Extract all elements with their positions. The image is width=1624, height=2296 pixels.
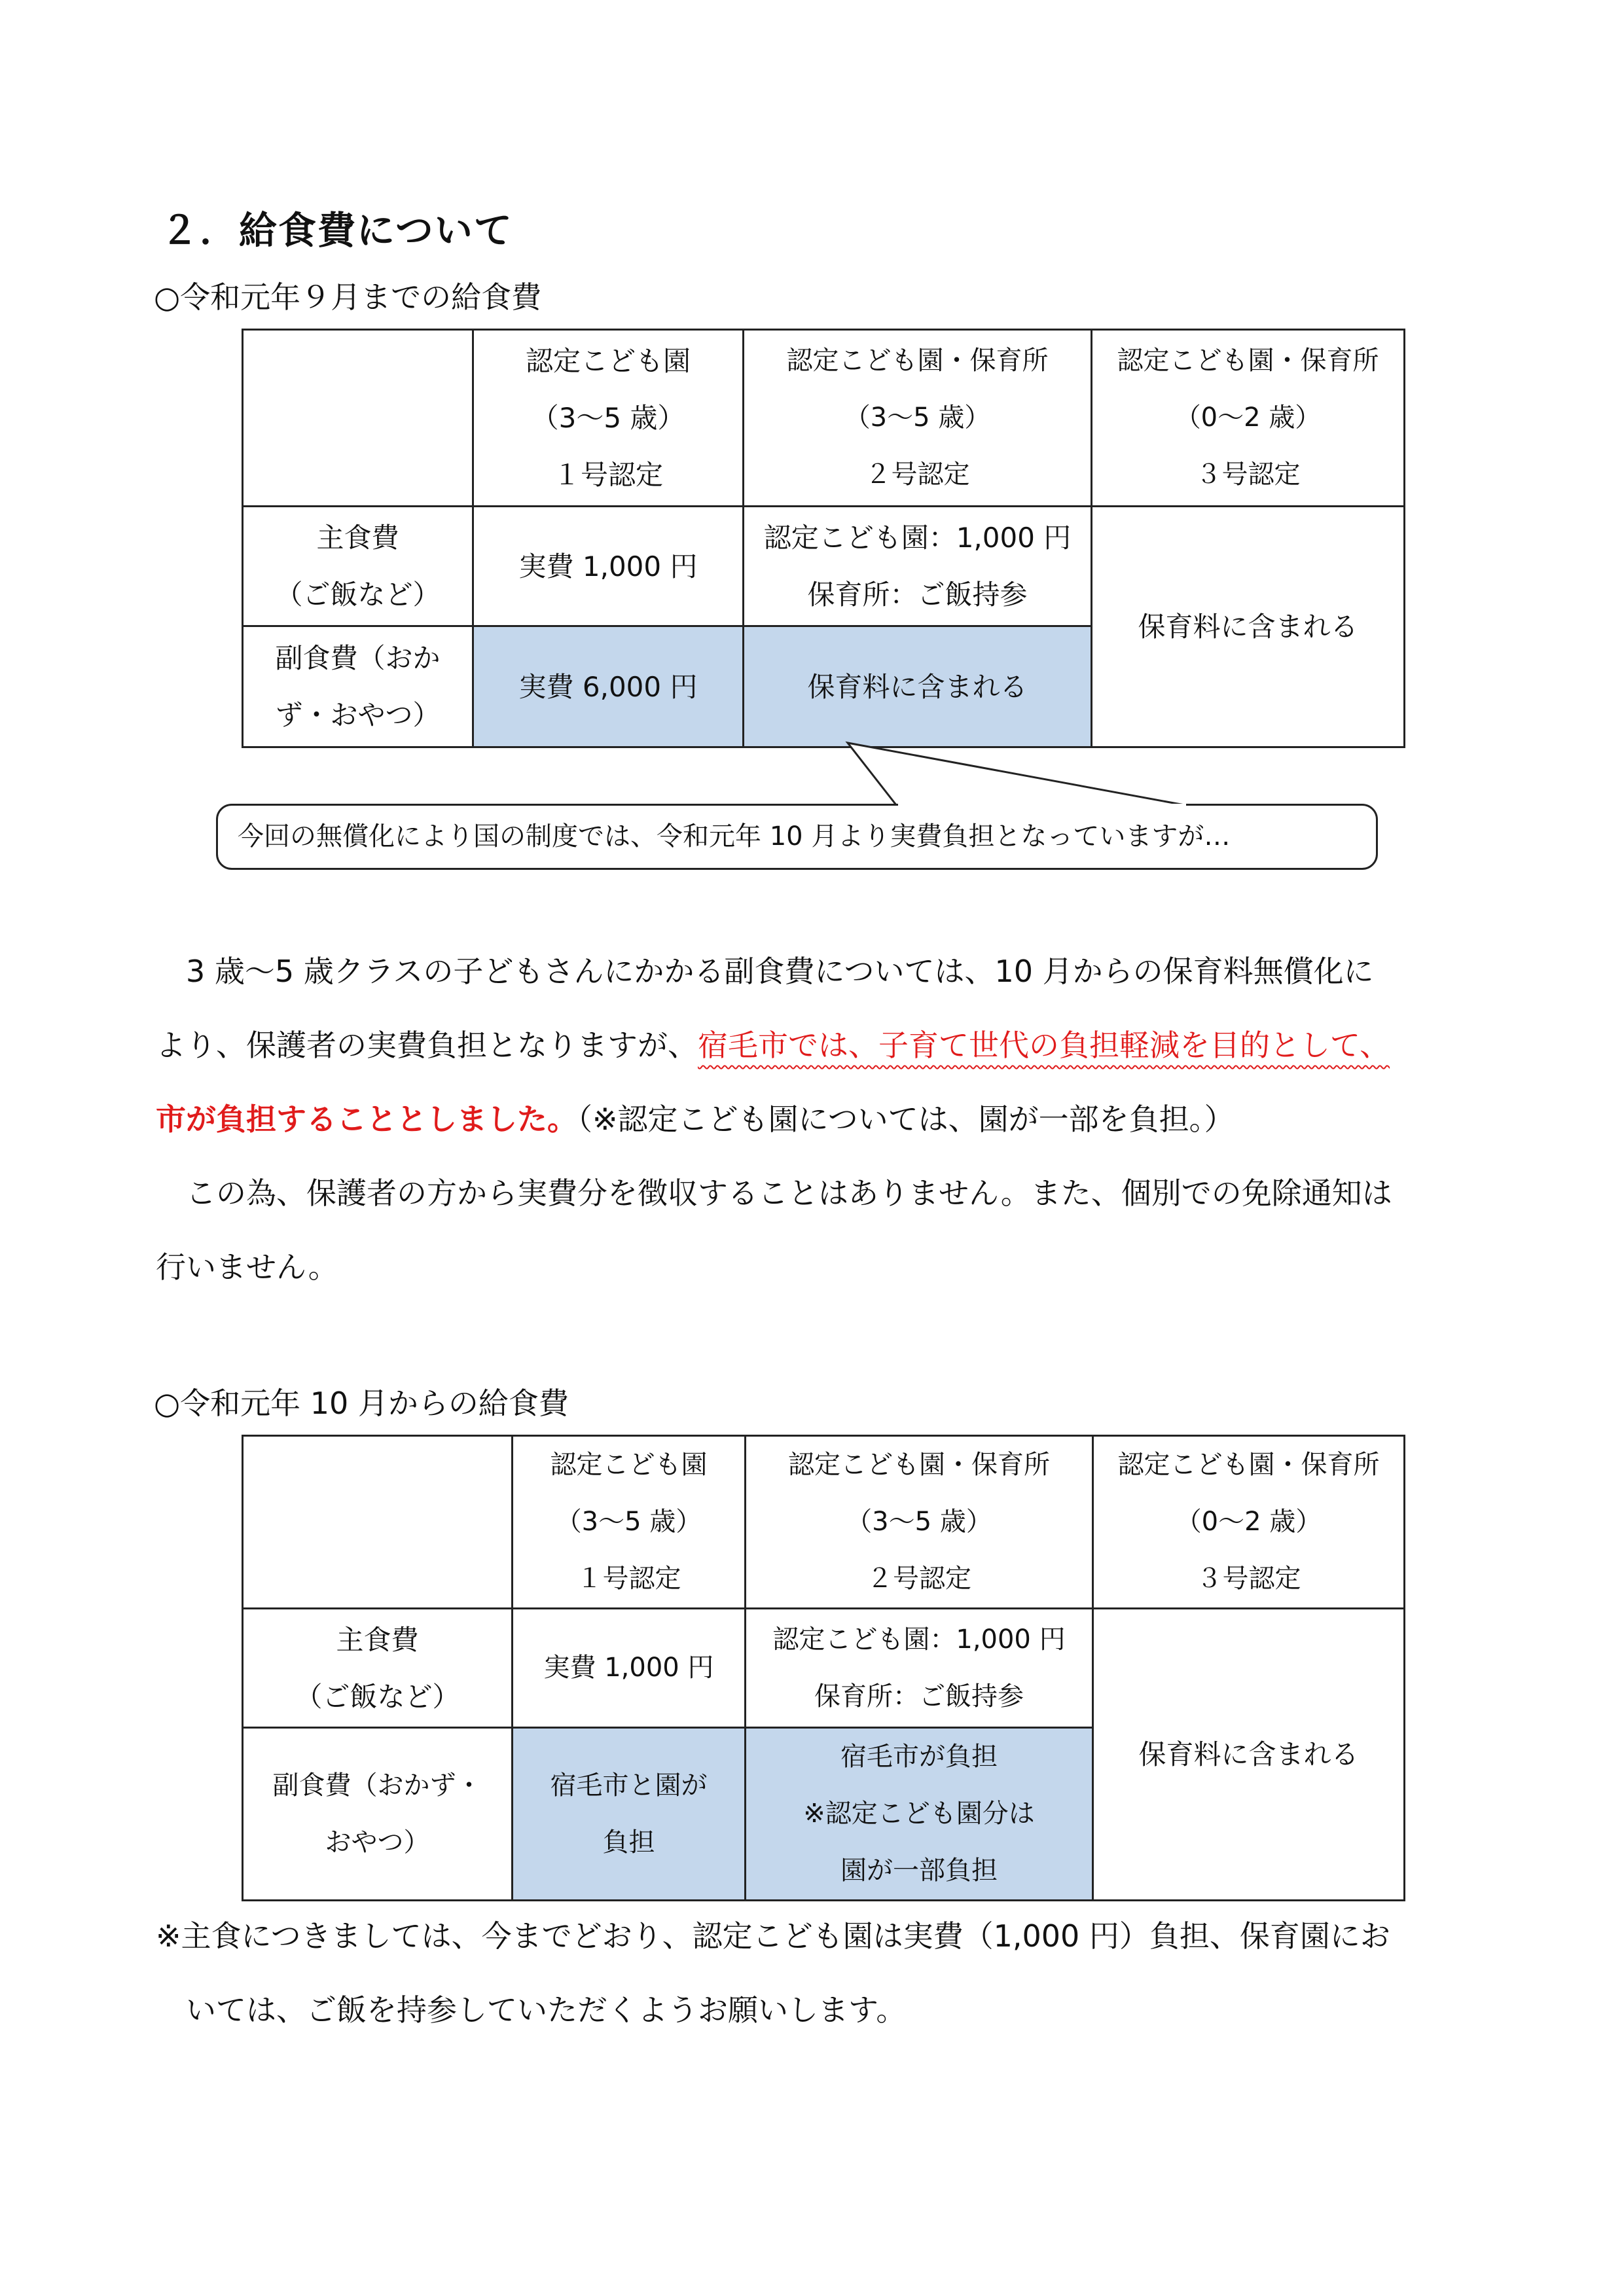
- row-label-staple: 主食費 （ご飯など）: [243, 1609, 513, 1728]
- footnote-line2: いては、ご飯を持参していただくようお願いします。: [156, 1992, 907, 2028]
- fee-table-after: [242, 1435, 1405, 1901]
- paragraph-text: （※認定こども園については、園が一部を負担。）: [577, 1102, 1235, 1137]
- side-dish-type1-cell: 実費 6,000 円: [473, 626, 744, 747]
- staple-type1-cell: 実費 1,000 円: [513, 1609, 746, 1728]
- staple-type2-cell: 認定こども園：1,000 円 保育所：ご飯持参: [746, 1609, 1093, 1728]
- paragraph-text: より、保護者の実費負担となりますが、: [156, 1028, 698, 1063]
- page-heading: ２．給食費について: [160, 208, 513, 253]
- header-type3: 認定こども園・保育所 （0～2 歳） ３号認定: [1092, 330, 1405, 507]
- emphasis-text: 宿毛市では、子育て世代の負担軽減を目的として、: [698, 1028, 1390, 1063]
- header-type1: 認定こども園 （3～5 歳） １号認定: [513, 1436, 746, 1609]
- table-row: [243, 1609, 1405, 1728]
- footnote-line1: ※主食につきましては、今までどおり、認定こども園は実費（1,000 円）負担、保育園にお: [156, 1918, 1390, 1954]
- type3-merged-cell: 保育料に含まれる: [1092, 507, 1405, 747]
- header-empty-cell: [243, 1436, 513, 1609]
- header-type1: 認定こども園 （3～5 歳） １号認定: [473, 330, 744, 507]
- section1-title: ○令和元年９月までの給食費: [154, 279, 542, 315]
- body-paragraph-line3: [156, 1083, 1235, 1157]
- header-type2: 認定こども園・保育所 （3～5 歳） ２号認定: [744, 330, 1092, 507]
- callout-tail-joint: [898, 804, 1186, 806]
- emphasis-text-bold: 市が負担することとしました。: [156, 1102, 577, 1137]
- side-dish-type1-cell: 宿毛市と園が 負担: [513, 1728, 746, 1901]
- side-dish-type2-cell: 宿毛市が負担 ※認定こども園分は 園が一部負担: [746, 1728, 1093, 1901]
- section2-title: ○令和元年 10 月からの給食費: [154, 1386, 569, 1421]
- header-type2: 認定こども園・保育所 （3～5 歳） ２号認定: [746, 1436, 1093, 1609]
- table-header-row: [243, 1436, 1405, 1609]
- callout-tail: [0, 0, 1624, 916]
- body-paragraph-line4: この為、保護者の方から実費分を徴収することはありません。また、個別での免除通知は: [156, 1175, 1392, 1211]
- row-label-side-dish: 副食費（おかず・ おやつ）: [243, 1728, 513, 1901]
- body-paragraph-line1: 3 歳～5 歳クラスの子どもさんにかかる副食費については、10 月からの保育料無償化に: [156, 954, 1374, 989]
- staple-type2-cell: 認定こども園：1,000 円 保育所：ご飯持参: [744, 507, 1092, 626]
- callout-note: 今回の無償化により国の制度では、令和元年 10 月より実費負担となっていますが…: [216, 804, 1378, 870]
- staple-type1-cell: 実費 1,000 円: [473, 507, 744, 626]
- body-paragraph-line2: [156, 1009, 1390, 1083]
- side-dish-type2-cell: 保育料に含まれる: [744, 626, 1092, 747]
- row-label-staple: 主食費 （ご飯など）: [243, 507, 473, 626]
- type3-merged-cell: 保育料に含まれる: [1093, 1609, 1405, 1901]
- header-type3: 認定こども園・保育所 （0～2 歳） ３号認定: [1093, 1436, 1405, 1609]
- row-label-side-dish: 副食費（おか ず・おやつ）: [243, 626, 473, 747]
- body-paragraph-line5: 行いません。: [156, 1249, 338, 1285]
